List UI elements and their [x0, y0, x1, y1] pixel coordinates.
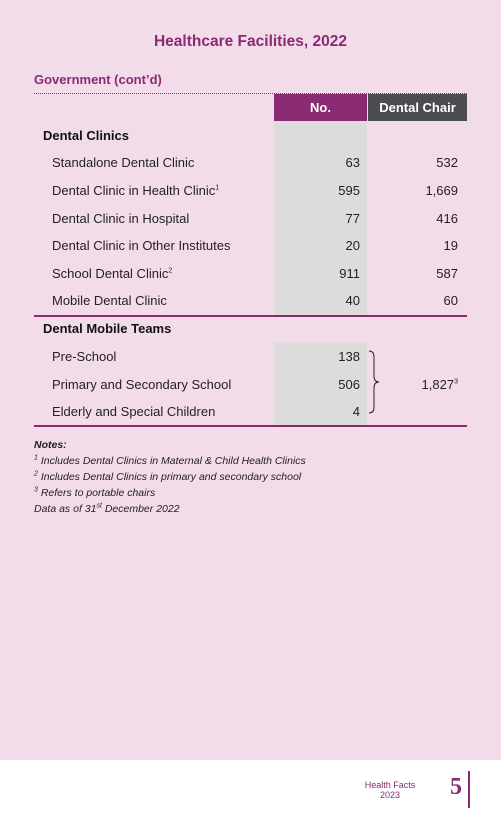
cell-no: 4 [352, 404, 360, 419]
cell-no: 40 [345, 293, 360, 308]
cell-chair: 1,669 [425, 183, 458, 198]
footnote-marker: 3 [454, 378, 458, 386]
footnote-marker: 2 [168, 267, 173, 275]
notes-block [34, 437, 306, 517]
page-number-bar [468, 771, 470, 808]
row-label: Pre-School [52, 349, 117, 364]
footer-publication: Health Facts 2023 [364, 780, 416, 800]
page-number: 5 [450, 774, 462, 800]
footnote-marker: 1 [215, 184, 220, 192]
column-header-no: No. [274, 94, 367, 121]
cell-chair-teams-total: 1,827$^3$ [421, 377, 458, 392]
note-2: $^2$ Includes Dental Clinics in primary and secondary school [34, 470, 302, 483]
row-label: Dental Clinic in Hospital [52, 211, 190, 226]
row-label: Dental Clinic in Other Institutes [52, 238, 231, 253]
note-1: $^1$ Includes Dental Clinics in Maternal & Child Health Clinics [34, 454, 306, 467]
row-label: School Dental Clinic$^2$ [52, 266, 173, 281]
cell-no: 77 [345, 211, 360, 226]
cell-no: 911 [339, 266, 360, 281]
group-heading-dental-clinics: Dental Clinics [43, 128, 129, 143]
data-as-of: Data as of 31st December 2022 [34, 502, 180, 515]
column-header-dental-chair: Dental Chair [368, 94, 467, 121]
row-label: Mobile Dental Clinic [52, 293, 167, 308]
cell-chair: 19 [443, 238, 458, 253]
cell-no: 63 [345, 155, 360, 170]
group-heading-dental-mobile-teams: Dental Mobile Teams [43, 321, 172, 336]
cell-no: 595 [338, 183, 360, 198]
cell-no: 506 [338, 377, 360, 392]
section-heading: Government (cont’d) [34, 72, 162, 87]
cell-no: 138 [338, 349, 360, 364]
row-label: Standalone Dental Clinic [52, 155, 195, 170]
group-divider [34, 315, 467, 317]
notes-title: Notes: [34, 439, 67, 451]
page-title: Healthcare Facilities, 2022 [153, 33, 347, 50]
table-bottom-rule [34, 425, 467, 427]
row-label: Primary and Secondary School [52, 377, 232, 392]
note-3: $^3$ Refers to portable chairs [34, 486, 156, 499]
cell-chair: 532 [436, 155, 458, 170]
cell-chair: 60 [443, 293, 458, 308]
row-label: Dental Clinic in Health Clinic$^1$ [52, 183, 220, 198]
cell-no: 20 [345, 238, 360, 253]
cell-chair: 416 [436, 211, 458, 226]
row-label: Elderly and Special Children [52, 404, 216, 419]
cell-chair: 587 [436, 266, 458, 281]
